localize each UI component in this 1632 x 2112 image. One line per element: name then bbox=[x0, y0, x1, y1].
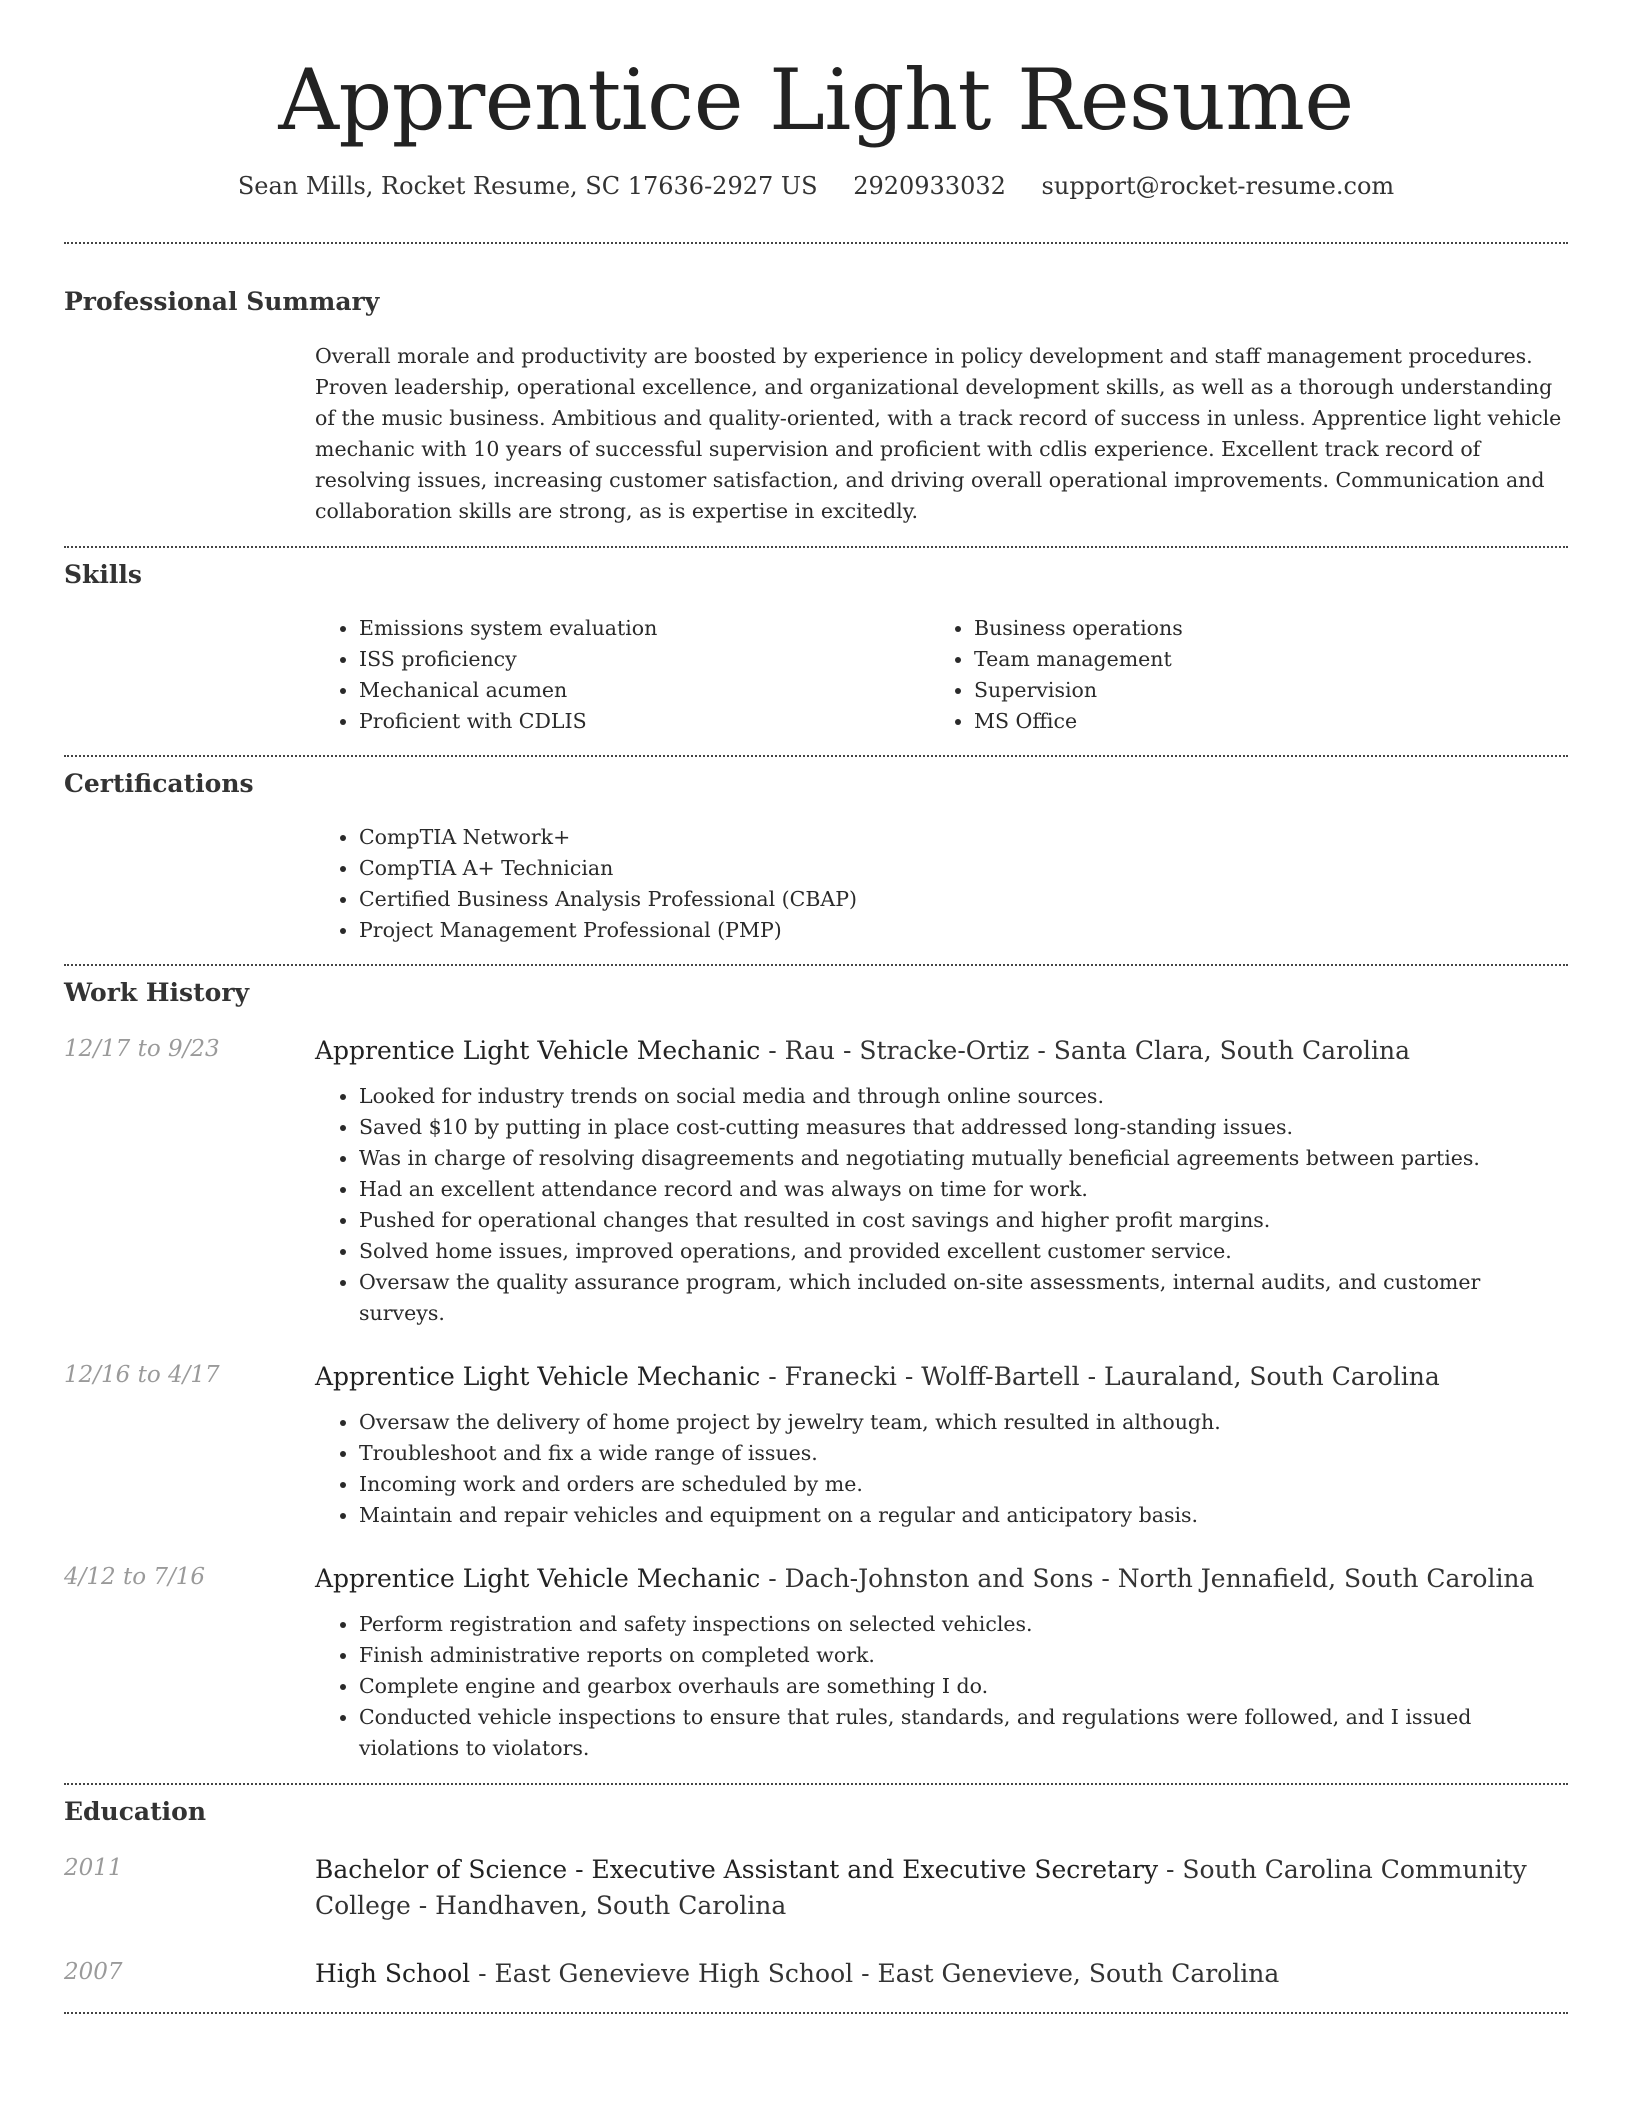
skill-item: • Supervision bbox=[974, 675, 1545, 706]
section-divider bbox=[64, 242, 1568, 244]
job-title-line bbox=[315, 1359, 1568, 1395]
job-title-line bbox=[315, 1561, 1568, 1597]
skill-item: • MS Office bbox=[974, 706, 1545, 737]
certification-item: • CompTIA A+ Technician bbox=[359, 853, 1568, 884]
section-divider bbox=[64, 2012, 1568, 2014]
certifications-list bbox=[315, 822, 1568, 946]
skills-list-right bbox=[930, 613, 1545, 737]
job-dates: 12/16 to 4/17 bbox=[64, 1362, 220, 1388]
education-school: - East Genevieve High School - East Genevieve, South Carolina bbox=[470, 1959, 1280, 1988]
job-bullet: • Conducted vehicle inspections to ensure that rules, standards, and regulations were followed, and I issued violations to violators. bbox=[359, 1702, 1568, 1764]
job-bullet: • Maintain and repair vehicles and equipment on a regular and anticipatory basis. bbox=[359, 1500, 1568, 1531]
section-divider bbox=[64, 964, 1568, 966]
job-employer: - Dach-Johnston and Sons - North Jennafield, South Carolina bbox=[760, 1564, 1535, 1593]
section-heading-skills: Skills bbox=[64, 560, 142, 589]
skills-list-left bbox=[315, 613, 930, 737]
skills-section bbox=[64, 559, 1568, 737]
job-title-line bbox=[315, 1033, 1568, 1069]
job-bullet: • Saved $10 by putting in place cost-cutting measures that addressed long-standing issues. bbox=[359, 1112, 1568, 1143]
certification-item: • Certified Business Analysis Professional (CBAP) bbox=[359, 884, 1568, 915]
job-bullet: • Oversaw the delivery of home project by jewelry team, which resulted in although. bbox=[359, 1407, 1568, 1438]
skill-item: • Proficient with CDLIS bbox=[359, 706, 930, 737]
job-bullet: • Had an excellent attendance record and was always on time for work. bbox=[359, 1174, 1568, 1205]
education-school: - South Carolina Community College - Handhaven, South Carolina bbox=[315, 1855, 1527, 1920]
job-bullet: • Complete engine and gearbox overhauls are something I do. bbox=[359, 1671, 1568, 1702]
contact-line bbox=[64, 170, 1568, 202]
education-section bbox=[64, 1796, 1568, 1992]
job-body bbox=[315, 1561, 1568, 1764]
certification-item: • Project Management Professional (PMP) bbox=[359, 915, 1568, 946]
education-degree: Bachelor of Science - Executive Assistant and Executive Secretary bbox=[315, 1855, 1159, 1884]
job-employer: - Rau - Stracke-Ortiz - Santa Clara, South Carolina bbox=[760, 1036, 1411, 1065]
job-role: Apprentice Light Vehicle Mechanic bbox=[315, 1036, 761, 1065]
job-body bbox=[315, 1359, 1568, 1531]
section-divider bbox=[64, 546, 1568, 548]
job-bullets bbox=[315, 1609, 1568, 1764]
section-divider bbox=[64, 755, 1568, 757]
job-entry bbox=[64, 1359, 1568, 1531]
section-heading-education: Education bbox=[64, 1797, 207, 1826]
contact-email: support@rocket-resume.com bbox=[1041, 172, 1395, 200]
section-heading-work-history: Work History bbox=[64, 978, 250, 1007]
job-entry bbox=[64, 1033, 1568, 1329]
job-role: Apprentice Light Vehicle Mechanic bbox=[315, 1564, 761, 1593]
education-degree: High School bbox=[315, 1959, 471, 1988]
job-role: Apprentice Light Vehicle Mechanic bbox=[315, 1362, 761, 1391]
contact-address: Sean Mills, Rocket Resume, SC 17636-2927 US bbox=[237, 172, 818, 200]
section-heading-certifications: Certifications bbox=[64, 769, 254, 798]
skill-item: • Business operations bbox=[974, 613, 1545, 644]
section-divider bbox=[64, 1783, 1568, 1785]
skill-item: • Mechanical acumen bbox=[359, 675, 930, 706]
job-bullet: • Finish administrative reports on completed work. bbox=[359, 1640, 1568, 1671]
education-entry bbox=[64, 1956, 1568, 1992]
education-year: 2011 bbox=[64, 1855, 123, 1881]
job-entry bbox=[64, 1561, 1568, 1764]
job-bullets bbox=[315, 1407, 1568, 1531]
job-bullet: • Oversaw the quality assurance program, which included on-site assessments, internal audits, and customer surveys. bbox=[359, 1267, 1568, 1329]
certification-item: • CompTIA Network+ bbox=[359, 822, 1568, 853]
job-bullet: • Looked for industry trends on social media and through online sources. bbox=[359, 1081, 1568, 1112]
job-body bbox=[315, 1033, 1568, 1329]
job-dates: 4/12 to 7/16 bbox=[64, 1564, 206, 1590]
education-title-line bbox=[315, 1852, 1568, 1924]
skill-item: • Team management bbox=[974, 644, 1545, 675]
education-body bbox=[315, 1852, 1568, 1924]
education-title-line bbox=[315, 1956, 1568, 1992]
job-bullet: • Troubleshoot and fix a wide range of issues. bbox=[359, 1438, 1568, 1469]
job-bullet: • Perform registration and safety inspections on selected vehicles. bbox=[359, 1609, 1568, 1640]
education-year: 2007 bbox=[64, 1959, 123, 1985]
section-heading-summary: Professional Summary bbox=[64, 287, 380, 316]
job-bullets bbox=[315, 1081, 1568, 1329]
summary-text: Overall morale and productivity are boosted by experience in policy development and staff management procedures. Proven leadership, operational excellence, and organizational development skills, as well as a thorough understanding of the music business. Ambitious and quality-oriented, with a track record of success in unless. Apprentice light vehicle mechanic with 10 years of successful supervision and proficient with cdlis experience. Excellent track record of resolving issues, increasing customer satisfaction, and driving overall operational improvements. Communication and collaboration skills are strong, as is expertise in excitedly. bbox=[315, 344, 1562, 523]
skill-item: • Emissions system evaluation bbox=[359, 613, 930, 644]
skill-item: • ISS proficiency bbox=[359, 644, 930, 675]
education-entry bbox=[64, 1852, 1568, 1924]
resume-page bbox=[64, 0, 1568, 2014]
professional-summary-section bbox=[64, 286, 1568, 527]
skills-columns bbox=[315, 613, 1568, 737]
job-bullet: • Pushed for operational changes that resulted in cost savings and higher profit margins. bbox=[359, 1205, 1568, 1236]
job-bullet: • Was in charge of resolving disagreements and negotiating mutually beneficial agreements between parties. bbox=[359, 1143, 1568, 1174]
contact-phone: 2920933032 bbox=[853, 172, 1006, 200]
job-employer: - Franecki - Wolff-Bartell - Lauraland, South Carolina bbox=[760, 1362, 1440, 1391]
job-bullet: • Incoming work and orders are scheduled by me. bbox=[359, 1469, 1568, 1500]
certifications-section bbox=[64, 768, 1568, 946]
job-dates: 12/17 to 9/23 bbox=[64, 1036, 220, 1062]
work-history-section bbox=[64, 977, 1568, 1764]
resume-title: Apprentice Light Resume bbox=[278, 51, 1354, 149]
education-body bbox=[315, 1956, 1568, 1992]
job-bullet: • Solved home issues, improved operations, and provided excellent customer service. bbox=[359, 1236, 1568, 1267]
